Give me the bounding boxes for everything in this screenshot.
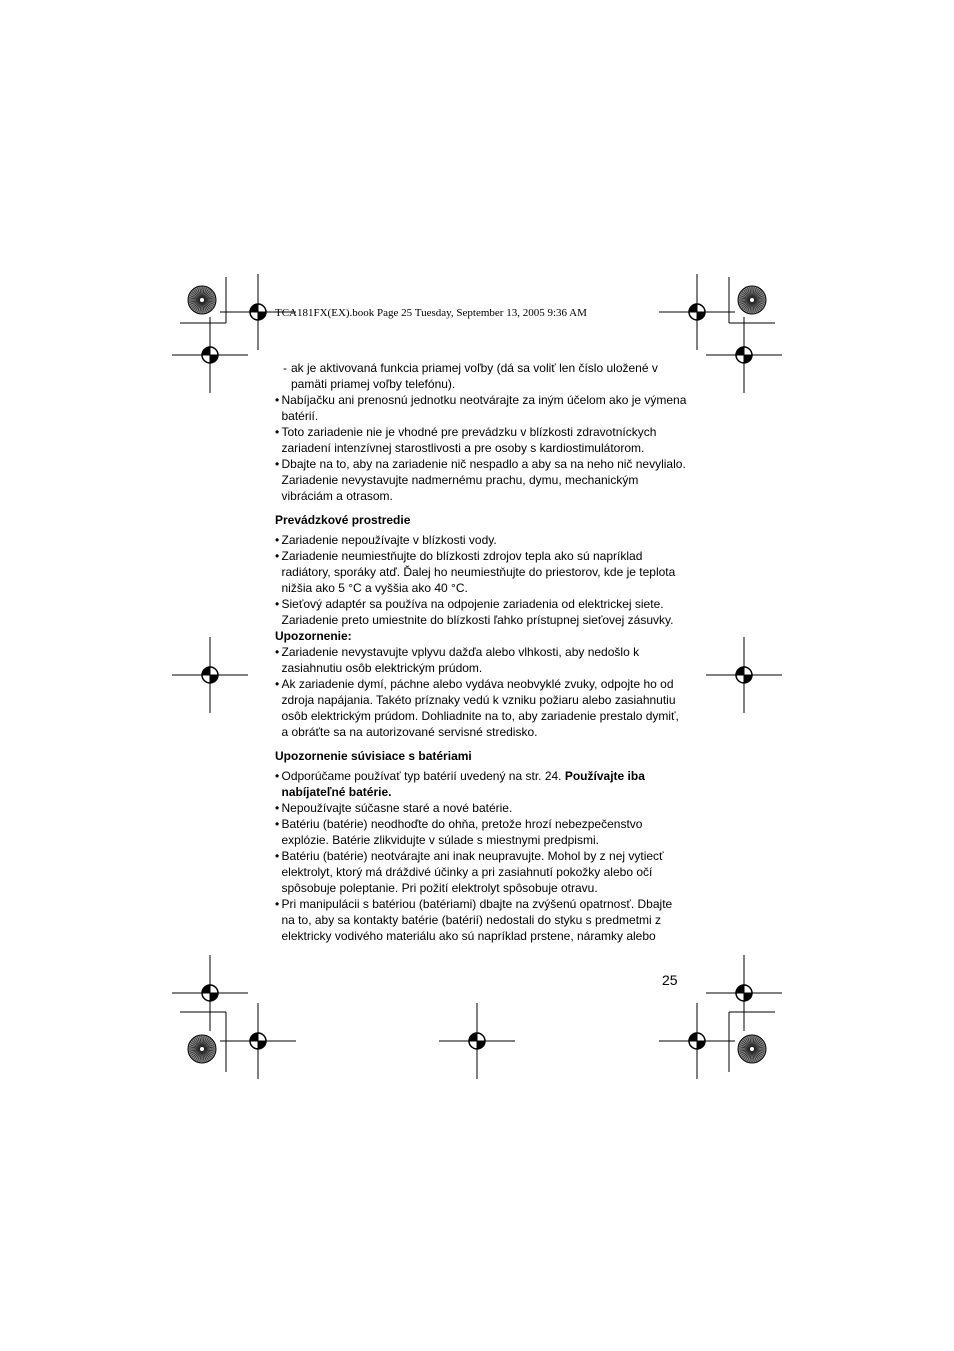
starburst-icon xyxy=(188,286,216,314)
item-text: Pri manipulácii s batériou (batériami) dbajte na zvýšenú opatrnosť. Dbajte na to, aby sa kontakty batérie (batérií) nedostali do styku s predmetmi z elektricky vodivého materiálu ako sú napríklad prstene, náramky alebo xyxy=(281,897,673,943)
bullet-item xyxy=(275,532,687,548)
item-text: Odporúčame používať typ batérií uvedený na str. 24. xyxy=(281,769,565,783)
page-number: 25 xyxy=(662,972,678,988)
dash-marker: - xyxy=(283,361,287,375)
item-text: Zariadenie nevystavujte vplyvu dažďa alebo vlhkosti, aby nedošlo k zasiahnutiu osôb elektrickým prúdom. xyxy=(281,645,640,675)
bullet-item xyxy=(275,848,687,896)
bullet-item xyxy=(275,548,687,596)
bullet-item xyxy=(275,596,687,628)
bullet-marker: • xyxy=(275,393,280,407)
bullet-marker: • xyxy=(275,677,280,691)
section-heading: Upozornenie súvisiace s batériami xyxy=(275,749,472,763)
section-heading: Prevádzkové prostredie xyxy=(275,513,411,527)
registration-target-icon xyxy=(220,1003,296,1079)
bullet-item xyxy=(275,456,687,504)
bullet-item xyxy=(275,676,687,740)
page-content xyxy=(275,360,687,944)
item-text: Zariadenie neumiestňujte do blízkosti zdrojov tepla ako sú napríklad radiátory, sporáky atď. Ďalej ho neumiestňujte do priestorov, kde je teplota nižšia ako 5 °C a vyššia ako 40 °C. xyxy=(281,549,676,595)
item-bold-text: Používajte iba nabíjateľné batérie. xyxy=(281,769,645,799)
bullet-marker: • xyxy=(275,533,280,547)
registration-target-icon xyxy=(706,637,782,713)
registration-target-icon xyxy=(659,274,735,350)
bullet-marker: • xyxy=(275,769,280,783)
bullet-marker: • xyxy=(275,817,280,831)
bullet-marker: • xyxy=(275,549,280,563)
item-text: Ak zariadenie dymí, páchne alebo vydáva neobvyklé zvuky, odpojte ho od zdroja napájania. Takéto príznaky vedú k vzniku požiaru alebo zasiahnutiu osôb elektrickým prúdom. Dohliadnite na to, aby zariadenie prestalo dymiť, a obráťte sa na autorizované servisné stredisko. xyxy=(281,677,679,739)
starburst-icon xyxy=(738,286,766,314)
item-text: Batériu (batérie) neotvárajte ani inak neupravujte. Mohol by z nej vytiecť elektrolyt, ktorý má dráždivé účinky a pri zasiahnutí pokožky alebo očí spôsobuje poleptanie. Pri požití elektrolyt spôsobuje otravu. xyxy=(281,849,664,895)
registration-target-icon xyxy=(706,955,782,1031)
bullet-marker: • xyxy=(275,425,280,439)
bullet-marker: • xyxy=(275,801,280,815)
print-header: TCA181FX(EX).book Page 25 Tuesday, September 13, 2005 9:36 AM xyxy=(275,307,587,319)
dash-item xyxy=(283,360,687,392)
bullet-item xyxy=(275,896,687,944)
bullet-item xyxy=(275,644,687,676)
bullet-marker: • xyxy=(275,597,280,611)
registration-target-icon xyxy=(172,317,248,393)
bullet-item xyxy=(275,392,687,424)
bullet-marker: • xyxy=(275,645,280,659)
bullet-item xyxy=(275,816,687,848)
item-text: Batériu (batérie) neodhoďte do ohňa, pretože hrozí nebezpečenstvo explózie. Batérie zlikvidujte v súlade s miestnymi predpismi. xyxy=(281,817,643,847)
bullet-marker: • xyxy=(275,897,280,911)
bullet-marker: • xyxy=(275,849,280,863)
starburst-icon xyxy=(738,1035,766,1063)
registration-target-icon xyxy=(659,1003,735,1079)
item-text: ak je aktivovaná funkcia priamej voľby (dá sa voliť len číslo uložené v pamäti priamej voľby telefónu). xyxy=(291,361,658,391)
registration-target-icon xyxy=(706,317,782,393)
bullet-item xyxy=(275,800,687,816)
warning-heading: Upozornenie: xyxy=(275,629,352,643)
bullet-item xyxy=(275,768,687,800)
item-text: Nepoužívajte súčasne staré a nové batérie. xyxy=(281,801,513,815)
bullet-marker: • xyxy=(275,457,280,471)
starburst-icon xyxy=(188,1035,216,1063)
registration-target-icon xyxy=(172,637,248,713)
item-text: Nabíjačku ani prenosnú jednotku neotvárajte za iným účelom ako je výmena batérií. xyxy=(281,393,687,423)
item-text: Dbajte na to, aby na zariadenie nič nespadlo a aby sa na neho nič nevylialo. Zariadenie nevystavujte nadmernému prachu, dymu, mechanickým vibráciám a otrasom. xyxy=(281,457,686,503)
registration-target-icon xyxy=(172,955,248,1031)
bullet-item xyxy=(275,424,687,456)
registration-target-icon xyxy=(439,1003,515,1079)
item-text: Toto zariadenie nie je vhodné pre prevádzku v blízkosti zdravotníckych zariadení intenzívnej starostlivosti a pre osoby s kardiostimulátorom. xyxy=(281,425,657,455)
item-text: Zariadenie nepoužívajte v blízkosti vody. xyxy=(281,533,497,547)
item-text: Sieťový adaptér sa používa na odpojenie zariadenia od elektrickej siete. Zariadenie preto umiestnite do blízkosti ľahko prístupnej sieťovej zásuvky. xyxy=(281,597,674,627)
